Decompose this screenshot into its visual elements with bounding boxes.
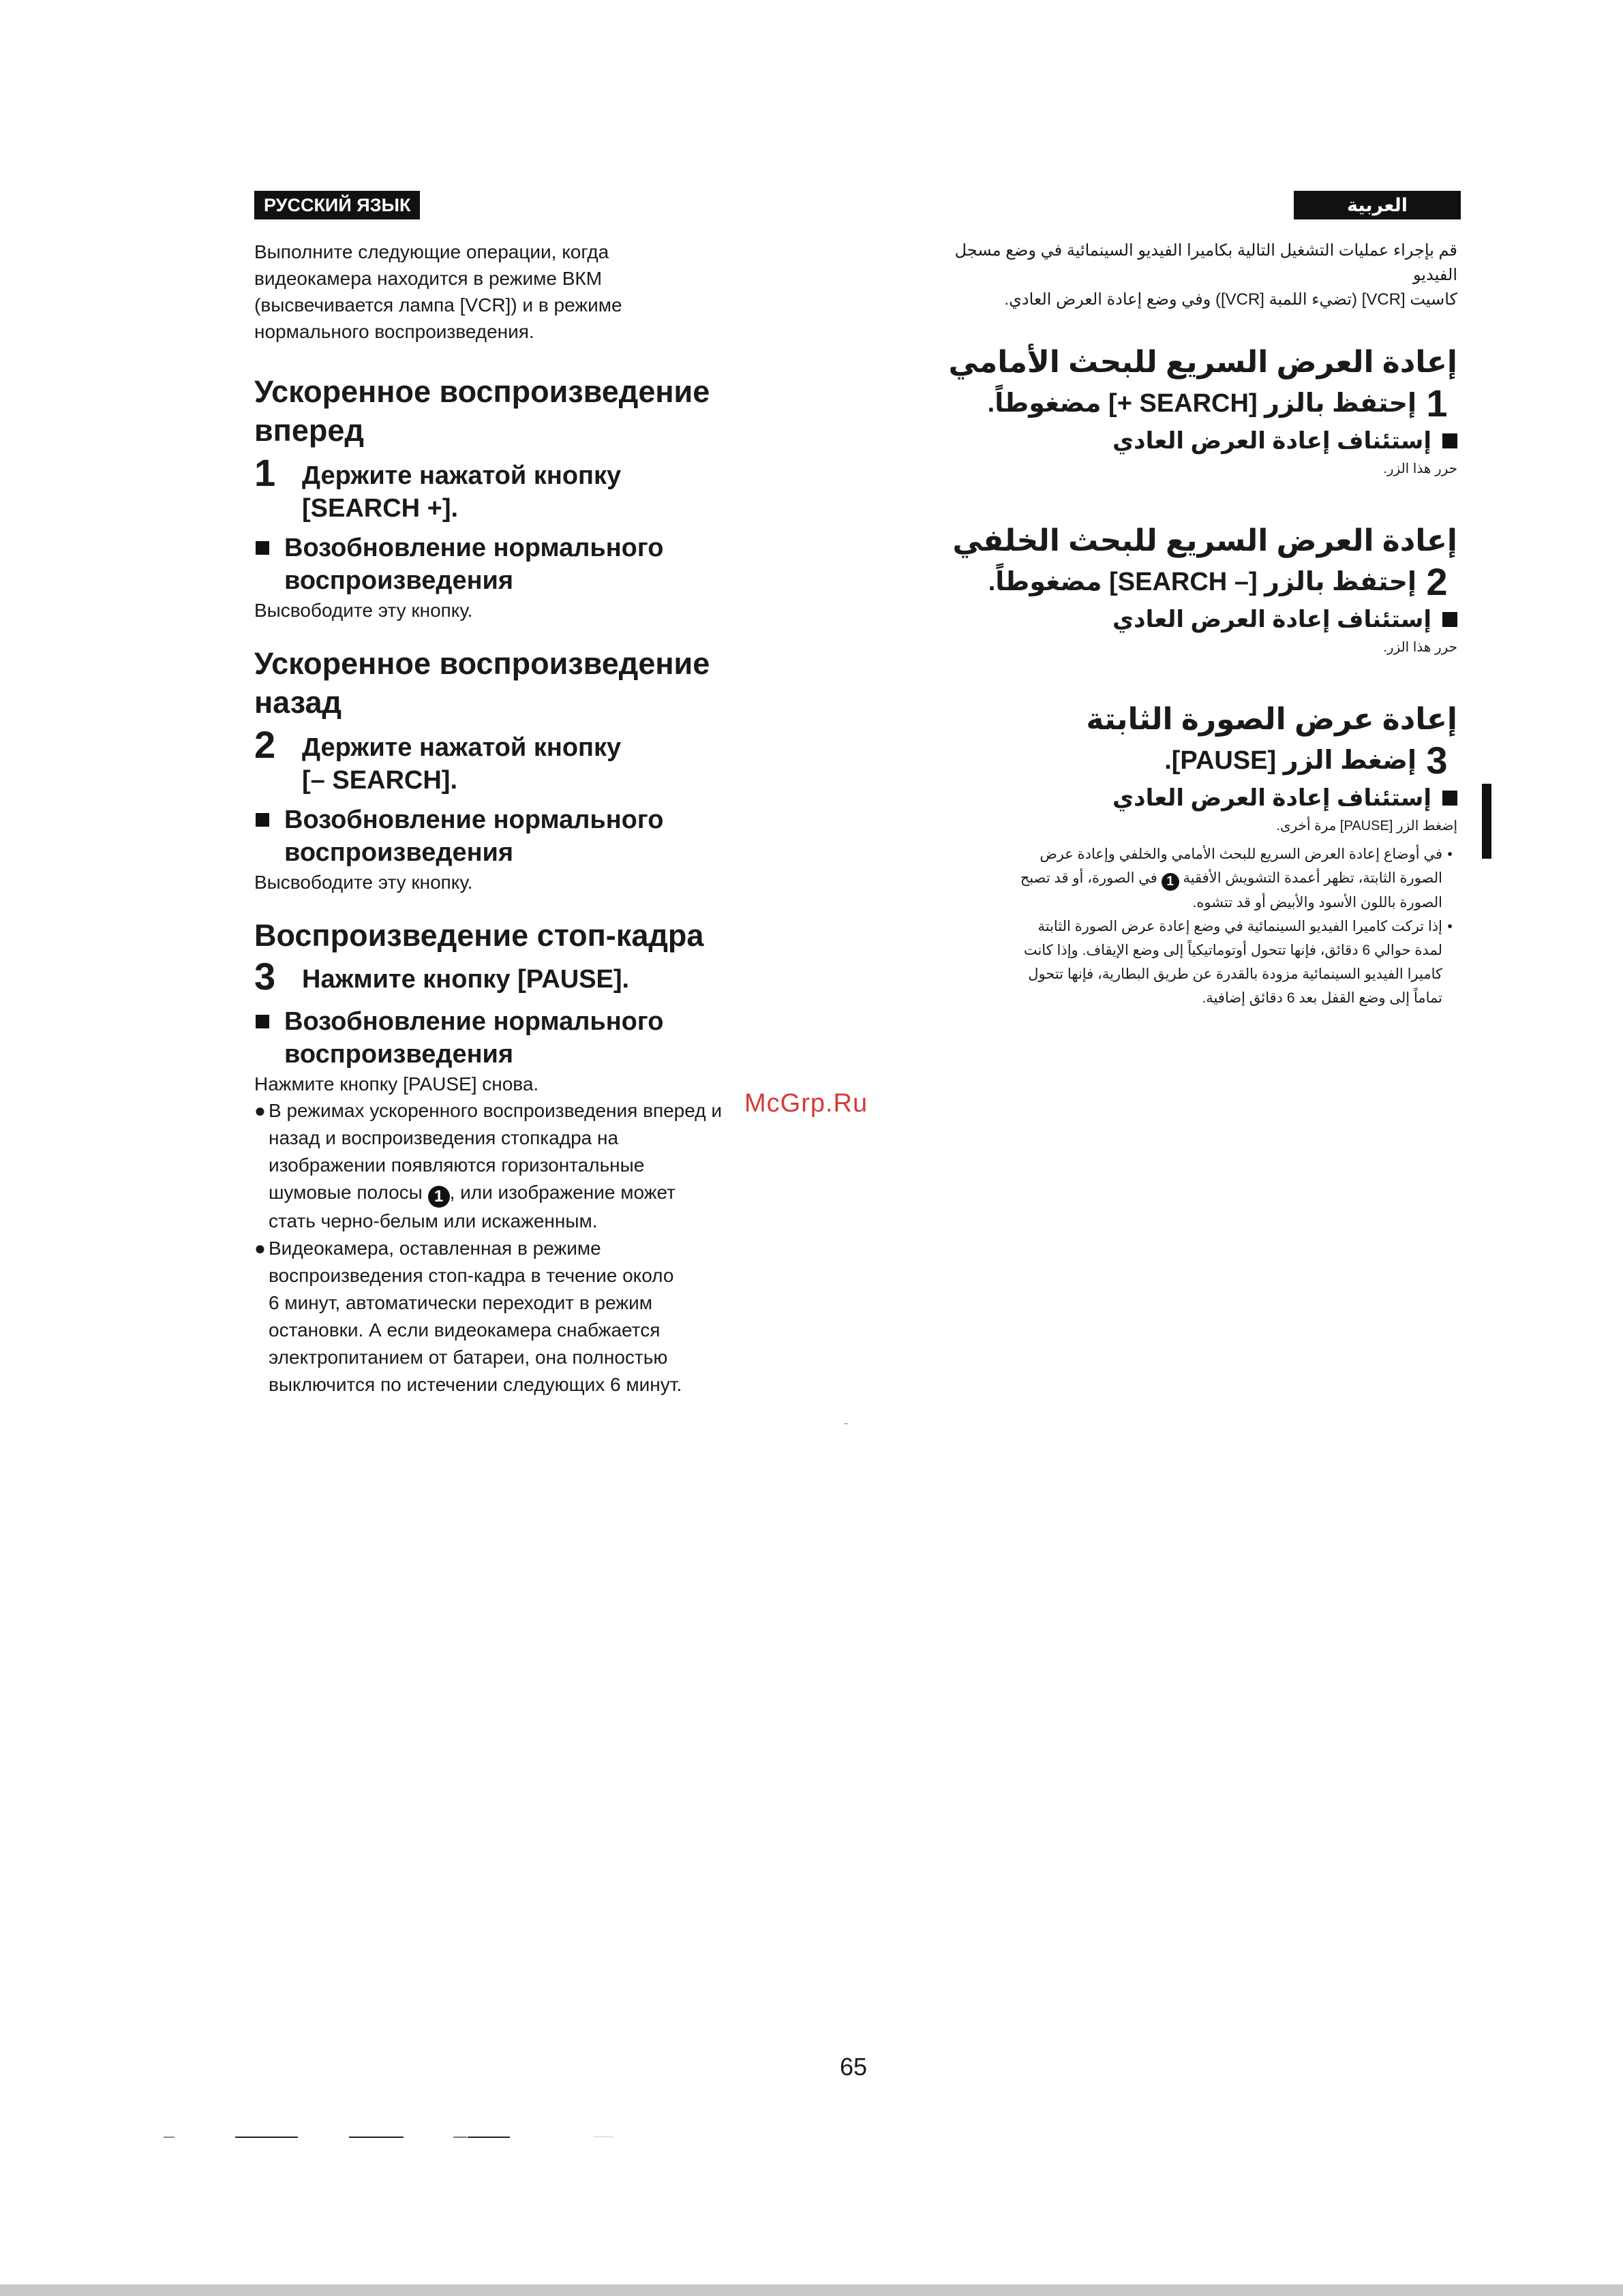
step-number: 3	[254, 955, 276, 998]
ar-note: إضغط الزر [PAUSE] مرة أخرى.	[1276, 818, 1457, 833]
bullet-line: назад и воспроизведения стопкадра на	[269, 1127, 619, 1148]
language-tab-arabic: العربية	[1294, 191, 1461, 219]
step-number: 1	[254, 451, 276, 494]
resume-text-line: Возобновление нормального	[284, 806, 664, 834]
step-text: إحتفظ بالزر [– SEARCH] مضغوطاً.	[988, 568, 1416, 596]
step-text-line: Держите нажатой кнопку	[302, 461, 622, 490]
ru-section-backward	[254, 644, 854, 896]
step-number: 1	[1426, 382, 1448, 425]
bullet-dot-icon: ●	[254, 1238, 266, 1259]
resume-text-line: Возобновление нормального	[284, 534, 664, 562]
center-mark	[844, 1423, 848, 1424]
step-text	[302, 726, 621, 797]
square-bullet-icon	[1442, 612, 1457, 627]
ru-intro	[254, 239, 854, 345]
step-text: إضغط الزر [PAUSE].	[1164, 746, 1416, 775]
ru-step-2	[254, 723, 854, 797]
ar-step-2	[920, 562, 1457, 602]
resume-text: إستئناف إعادة العرض العادي	[1112, 428, 1431, 454]
ru-section-title: Воспроизведение стоп-кадра	[254, 918, 704, 953]
bullet-line: воспроизведения стоп-кадра в течение около	[269, 1265, 674, 1286]
step-text-line: Держите нажатой кнопку	[302, 733, 622, 762]
ru-section-forward	[254, 372, 854, 624]
ar-resume-heading	[920, 781, 1457, 815]
ru-note: Нажмите кнопку [PAUSE] снова.	[254, 1073, 539, 1095]
ru-resume-heading	[254, 532, 854, 597]
ru-section-still	[254, 916, 854, 1398]
ar-bullet-2	[920, 915, 1457, 1010]
ar-section-title: إعادة عرض الصورة الثابتة	[1086, 703, 1457, 736]
bullet-line: электропитанием от батареи, она полностью	[269, 1347, 668, 1368]
step-number: 2	[1426, 560, 1448, 603]
bullet-line: остановки. А если видеокамера снабжается	[269, 1319, 661, 1341]
step-text-line: [– SEARCH].	[302, 766, 458, 795]
square-bullet-icon	[1442, 791, 1457, 806]
ru-section-title: вперед	[254, 413, 364, 448]
resume-text-line: воспроизведения	[284, 566, 514, 595]
scan-edge-strip	[0, 2284, 1623, 2296]
bullet-line: изображении появляются горизонтальные	[269, 1154, 645, 1176]
scan-rule	[164, 2137, 175, 2138]
noise-bar-marker-icon: 1	[1162, 873, 1179, 891]
bullet-dot-icon: ●	[254, 1100, 266, 1121]
bullet-text	[1024, 915, 1442, 1010]
ar-intro-line: كاسيت [VCR] (تضيء اللمبة [VCR]) وفي وضع إعادة العرض العادي.	[1004, 290, 1457, 309]
ar-intro-line: قم بإجراء عمليات التشغيل التالية بكاميرا الفيديو السينمائية في وضع مسجل الفيديو	[954, 241, 1457, 284]
resume-text	[284, 803, 663, 869]
thumb-index-bar	[1482, 784, 1491, 859]
bullet-text	[269, 1097, 722, 1235]
bullet-line: الصورة باللون الأسود والأبيض أو قد تتشوه.	[1192, 895, 1442, 910]
ru-intro-line: Выполните следующие операции, когда	[254, 241, 609, 262]
ar-step-1	[920, 383, 1457, 424]
ru-resume-heading	[254, 1005, 854, 1071]
step-number: 3	[1426, 739, 1448, 782]
square-bullet-icon	[1442, 433, 1457, 448]
arabic-column	[920, 239, 1457, 1010]
scan-rule	[453, 2137, 467, 2138]
russian-column	[254, 239, 854, 1398]
step-text	[302, 454, 621, 525]
resume-text: إستئناف إعادة العرض العادي	[1112, 785, 1431, 811]
resume-text	[284, 1005, 663, 1071]
bullet-line: لمدة حوالي 6 دقائق، فإنها تتحول أوتوماتيكياً إلى وضع الإيقاف. وإذا كانت	[1023, 943, 1442, 958]
ar-intro	[920, 239, 1457, 312]
ar-section-title: إعادة العرض السريع للبحث الخلفي	[952, 524, 1457, 557]
bullet-fragment: في الصورة، أو قد تصبح	[1020, 870, 1157, 886]
step-text: إحتفظ بالزر [SEARCH +] مضغوطاً.	[987, 389, 1416, 418]
noise-bar-marker-icon: 1	[428, 1186, 450, 1208]
ru-note: Высвободите эту кнопку.	[254, 872, 473, 893]
scan-rule	[235, 2137, 298, 2138]
bullet-line: 6 минут, автоматически переходит в режим	[269, 1292, 652, 1313]
resume-text-line: воспроизведения	[284, 838, 514, 867]
resume-text-line: Возобновление нормального	[284, 1007, 664, 1036]
bullet-line: تماماً إلى وضع القفل بعد 6 دقائق إضافية.	[1202, 990, 1442, 1006]
ru-section-title: Ускоренное воспроизведение	[254, 374, 710, 409]
ar-section-title: إعادة العرض السريع للبحث الأمامي	[948, 346, 1457, 379]
step-text: Нажмите кнопку [PAUSE].	[302, 965, 630, 994]
ar-note: حرر هذا الزر.	[1383, 640, 1457, 655]
ar-resume-heading	[920, 424, 1457, 458]
scan-rule	[468, 2137, 510, 2138]
scan-rule	[349, 2137, 404, 2138]
step-number: 2	[254, 723, 276, 766]
bullet-dot-icon: •	[1447, 919, 1453, 934]
resume-text-line: воспроизведения	[284, 1040, 514, 1069]
page-number: 65	[840, 2053, 868, 2081]
ru-step-1	[254, 451, 854, 525]
bullet-line: Видеокамера, оставленная в режиме	[269, 1238, 601, 1259]
ru-step-3	[254, 955, 854, 998]
ru-section-title: назад	[254, 685, 342, 720]
ar-section-backward	[920, 521, 1457, 658]
square-bullet-icon	[256, 813, 269, 827]
ru-bullet-2	[254, 1235, 854, 1398]
ru-intro-line: видеокамера находится в режиме ВКМ	[254, 268, 603, 289]
ru-intro-line: нормального воспроизведения.	[254, 321, 534, 342]
square-bullet-icon	[256, 541, 269, 555]
step-text-line: [SEARCH +].	[302, 494, 459, 523]
bullet-fragment: , или изображение может	[449, 1182, 676, 1203]
bullet-line: في أوضاع إعادة العرض السريع للبحث الأمامي والخلفي وإعادة عرض	[1040, 846, 1442, 862]
square-bullet-icon	[256, 1015, 269, 1028]
bullet-line	[1020, 866, 1442, 891]
bullet-text	[1020, 842, 1442, 915]
watermark-link[interactable]: McGrp.Ru	[744, 1089, 868, 1118]
ru-note: Высвободите эту кнопку.	[254, 600, 473, 621]
bullet-line: выключится по истечении следующих 6 минут.	[269, 1374, 682, 1395]
ar-resume-heading	[920, 602, 1457, 637]
ar-note: حرر هذا الزر.	[1383, 461, 1457, 476]
ar-section-still	[920, 699, 1457, 1010]
bullet-line	[269, 1179, 722, 1208]
ru-section-title: Ускоренное воспроизведение	[254, 646, 710, 681]
resume-text	[284, 532, 663, 597]
bullet-fragment: الصورة الثابتة، تظهر أعمدة التشويش الأفقية	[1183, 870, 1442, 886]
bullet-fragment: шумовые полосы	[269, 1182, 423, 1203]
bullet-text	[269, 1235, 682, 1398]
bullet-line: стать черно-белым или искаженным.	[269, 1210, 598, 1231]
ar-step-3	[920, 740, 1457, 781]
ru-intro-line: (высвечивается лампа [VCR]) и в режиме	[254, 294, 622, 316]
ar-bullet-1	[920, 842, 1457, 915]
bullet-line: كاميرا الفيديو السينمائية مزودة بالقدرة عن طريق البطارية، فإنها تتحول	[1028, 966, 1442, 982]
ar-section-forward	[920, 342, 1457, 480]
bullet-line: В режимах ускоренного воспроизведения вперед и	[269, 1100, 722, 1121]
language-tab-russian: РУССКИЙ ЯЗЫК	[254, 191, 420, 219]
bullet-line: إذا تركت كاميرا الفيديو السينمائية في وضع إعادة عرض الصورة الثابتة	[1037, 919, 1442, 934]
resume-text: إستئناف إعادة العرض العادي	[1112, 607, 1431, 632]
bullet-dot-icon: •	[1447, 846, 1453, 862]
ru-resume-heading	[254, 803, 854, 869]
